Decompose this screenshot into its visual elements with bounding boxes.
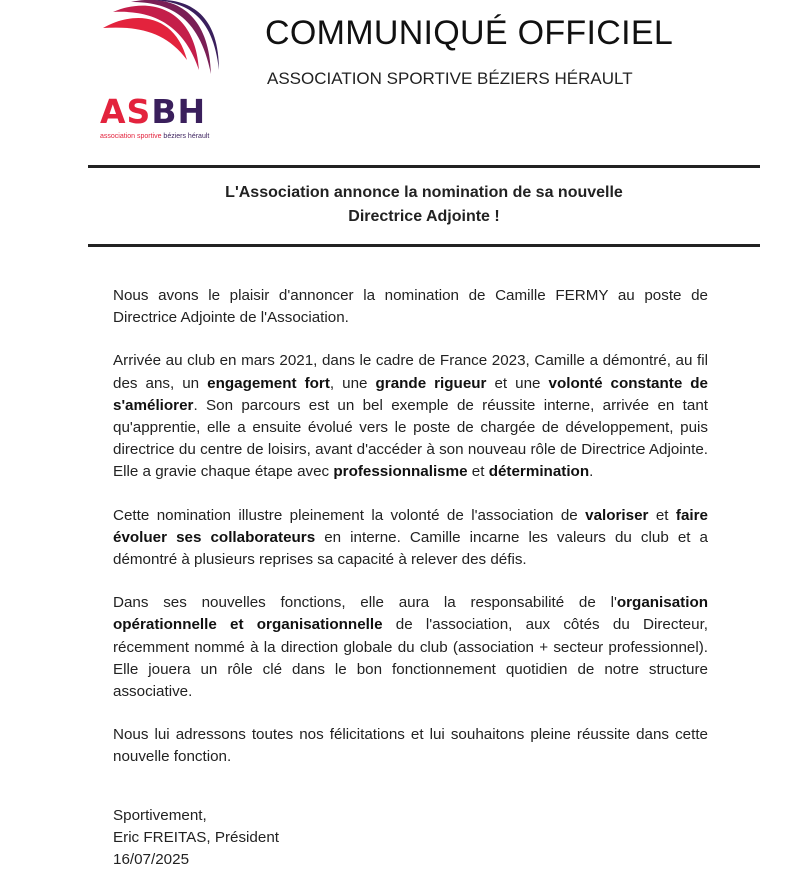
signoff-signer: Eric FREITAS, Président	[113, 829, 279, 846]
emphasis-text: organisation opérationnelle et organisationnelle	[113, 594, 708, 634]
paragraph-text: Nous lui adressons toutes nos félicitations et lui souhaitons pleine réussite dans cette nouvelle fonction.	[113, 726, 708, 766]
body-paragraph	[113, 724, 708, 768]
signoff-closing: Sportivement,	[113, 807, 207, 824]
paragraph-text: Arrivée au club en mars 2021, dans le cadre de France 2023, Camille a démontré, au fil des ans, un	[113, 352, 708, 392]
paragraph-text: . Son parcours est un bel exemple de réussite interne, arrivée en tant qu'apprentie, elle a ensuite évolué vers le poste de chargée de développement, puis directrice du centre de loisirs, avant d'accéder à son nouveau rôle de Directrice Adjointe. Elle a gravie chaque étape avec	[113, 396, 708, 481]
emphasis-text: grande rigueur	[375, 374, 487, 392]
communique-body	[113, 285, 708, 790]
paragraph-text: et une	[486, 374, 549, 392]
signoff-block	[113, 805, 279, 871]
paragraph-text: et	[648, 506, 676, 524]
announcement-line-1: L'Association annonce la nomination de sa nouvelle	[225, 184, 623, 201]
asbh-logo	[95, 0, 230, 145]
paragraph-text: , une	[329, 374, 376, 392]
paragraph-text: Cette nomination illustre pleinement la volonté de l'association de	[113, 506, 586, 524]
divider-top	[88, 165, 760, 168]
body-paragraph	[113, 285, 708, 329]
paragraph-text: Dans ses nouvelles fonctions, elle aura la responsabilité de l'	[113, 594, 617, 612]
signoff-date: 16/07/2025	[113, 851, 190, 868]
paragraph-text: de l'association, aux côtés du Directeur, récemment nommé à la direction globale du club (association + secteur professionnel). Elle jouera un rôle clé dans le bon fonctionnement quotidien de notre structure associative.	[113, 616, 709, 701]
emphasis-text: volonté constante de s'améliorer	[113, 374, 708, 414]
emphasis-text: détermination	[488, 463, 590, 481]
paragraph-text: Nous avons le plaisir d'annoncer la nomination de Camille FERMY au poste de Directrice Adjointe de l'Association.	[113, 287, 708, 327]
logo-wordmark: ASBH	[100, 92, 207, 131]
divider-bottom	[88, 244, 760, 247]
page-subtitle: ASSOCIATION SPORTIVE BÉZIERS HÉRAULT	[267, 69, 633, 88]
body-paragraph	[113, 350, 708, 483]
emphasis-text: professionnalisme	[333, 463, 468, 481]
body-paragraph	[113, 505, 708, 572]
page-title: COMMUNIQUÉ OFFICIEL	[265, 14, 674, 52]
announcement-line-2: Directrice Adjointe !	[348, 208, 500, 225]
body-paragraph	[113, 592, 708, 703]
logo-tagline: association sportive béziers hérault	[100, 133, 210, 140]
paragraph-text: en interne. Camille incarne les valeurs du club et a démontré à plusieurs reprises sa capacité à relever des défis.	[113, 528, 709, 569]
paragraph-text: et	[467, 463, 489, 481]
emphasis-text: engagement fort	[207, 374, 330, 392]
announcement-heading	[88, 181, 760, 229]
logo-swoosh-icon	[95, 0, 230, 95]
paragraph-text: .	[589, 463, 594, 481]
emphasis-text: valoriser	[585, 506, 649, 524]
emphasis-text: faire évoluer ses collaborateurs	[113, 506, 708, 546]
